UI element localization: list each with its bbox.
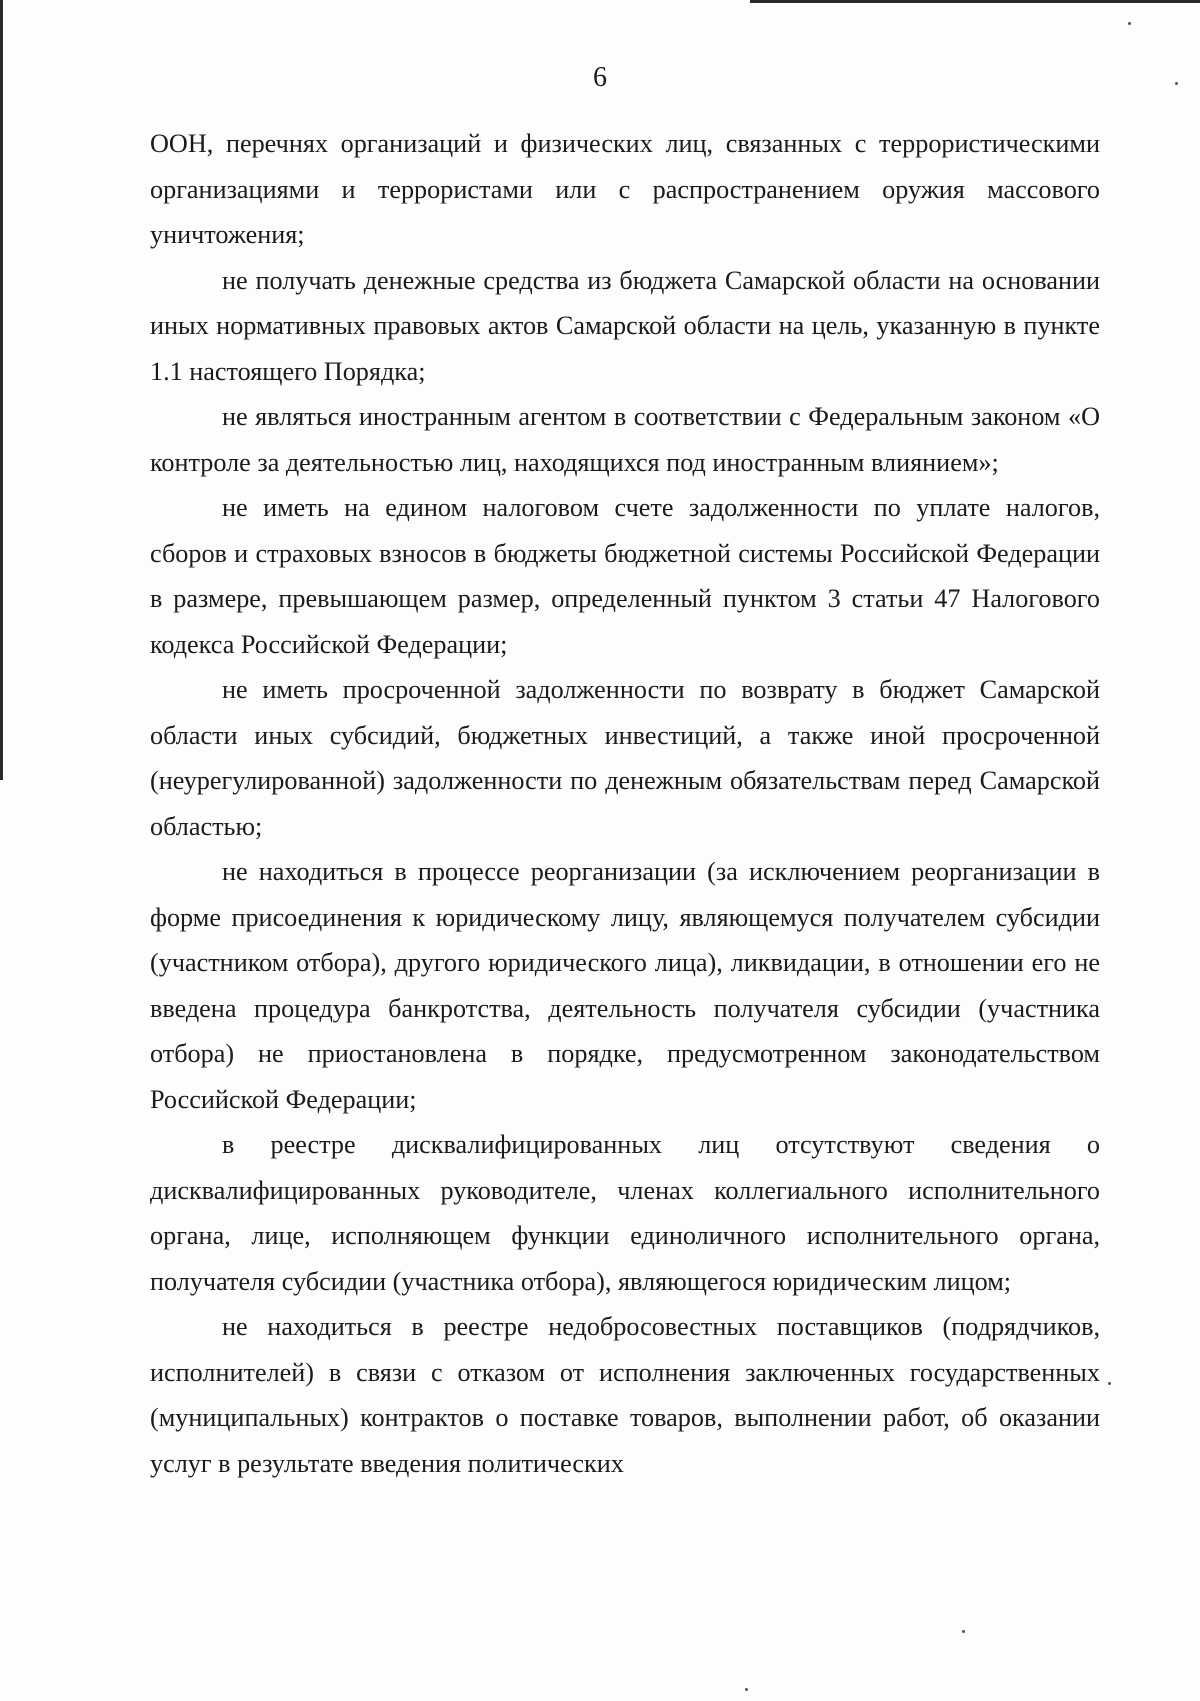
paragraph: в реестре дисквалифицированных лиц отсутствуют сведения о дисквалифицированных руководителе, членах коллегиального исполнительного органа, лице, исполняющем функции единоличного исполнительного органа, получателя субсидии (участника отбора), являющегося юридическим лицом; [150,1130,1100,1296]
paragraph: не иметь на едином налоговом счете задолженности по уплате налогов, сборов и страховых взносов в бюджеты бюджетной системы Российской Федерации в размере, превышающем размер, определенный пунктом 3 статьи 47 Налогового кодекса Российской Федерации; [150,493,1100,659]
paragraph: не получать денежные средства из бюджета Самарской области на основании иных нормативных правовых актов Самарской области на цель, указанную в пункте 1.1 настоящего Порядка; [150,265,1100,386]
scan-line-top [750,0,1200,3]
scan-speck [1128,22,1131,25]
paragraph: не иметь просроченной задолженности по возврату в бюджет Самарской области иных субсидий, бюджетных инвестиций, а также иной просроченной (неурегулированной) задолженности по денежным обязательствам перед Самарской областью; [150,675,1100,841]
scan-speck [745,1688,748,1691]
paragraph: не являться иностранным агентом в соответствии с Федеральным законом «О контроле за деятельностью лиц, находящихся под иностранным влиянием»; [150,402,1100,477]
scan-speck [962,1630,965,1633]
scan-edge-left [0,0,3,780]
page-number: 6 [593,62,607,93]
paragraph: ООН, перечнях организаций и физических лиц, связанных с террористическими организациями и террористами или с распространением оружия массового уничтожения; [150,129,1100,249]
paragraph: не находиться в реестре недобросовестных поставщиков (подрядчиков, исполнителей) в связи с отказом от исполнения заключенных государственных (муниципальных) контрактов о поставке товаров, выполнении работ, об оказании услуг в результате введения политических [150,1312,1100,1478]
body-text [150,121,1100,1486]
scan-speck [1108,1382,1111,1385]
paragraph: не находиться в процессе реорганизации (за исключением реорганизации в форме присоединения к юридическому лицу, являющемуся получателем субсидии (участником отбора), другого юридического лица), ликвидации, в отношении его не введена процедура банкротства, деятельность получателя субсидии (участника отбора) не приостановлена в порядке, предусмотренном законодательством Российской Федерации; [150,857,1100,1114]
